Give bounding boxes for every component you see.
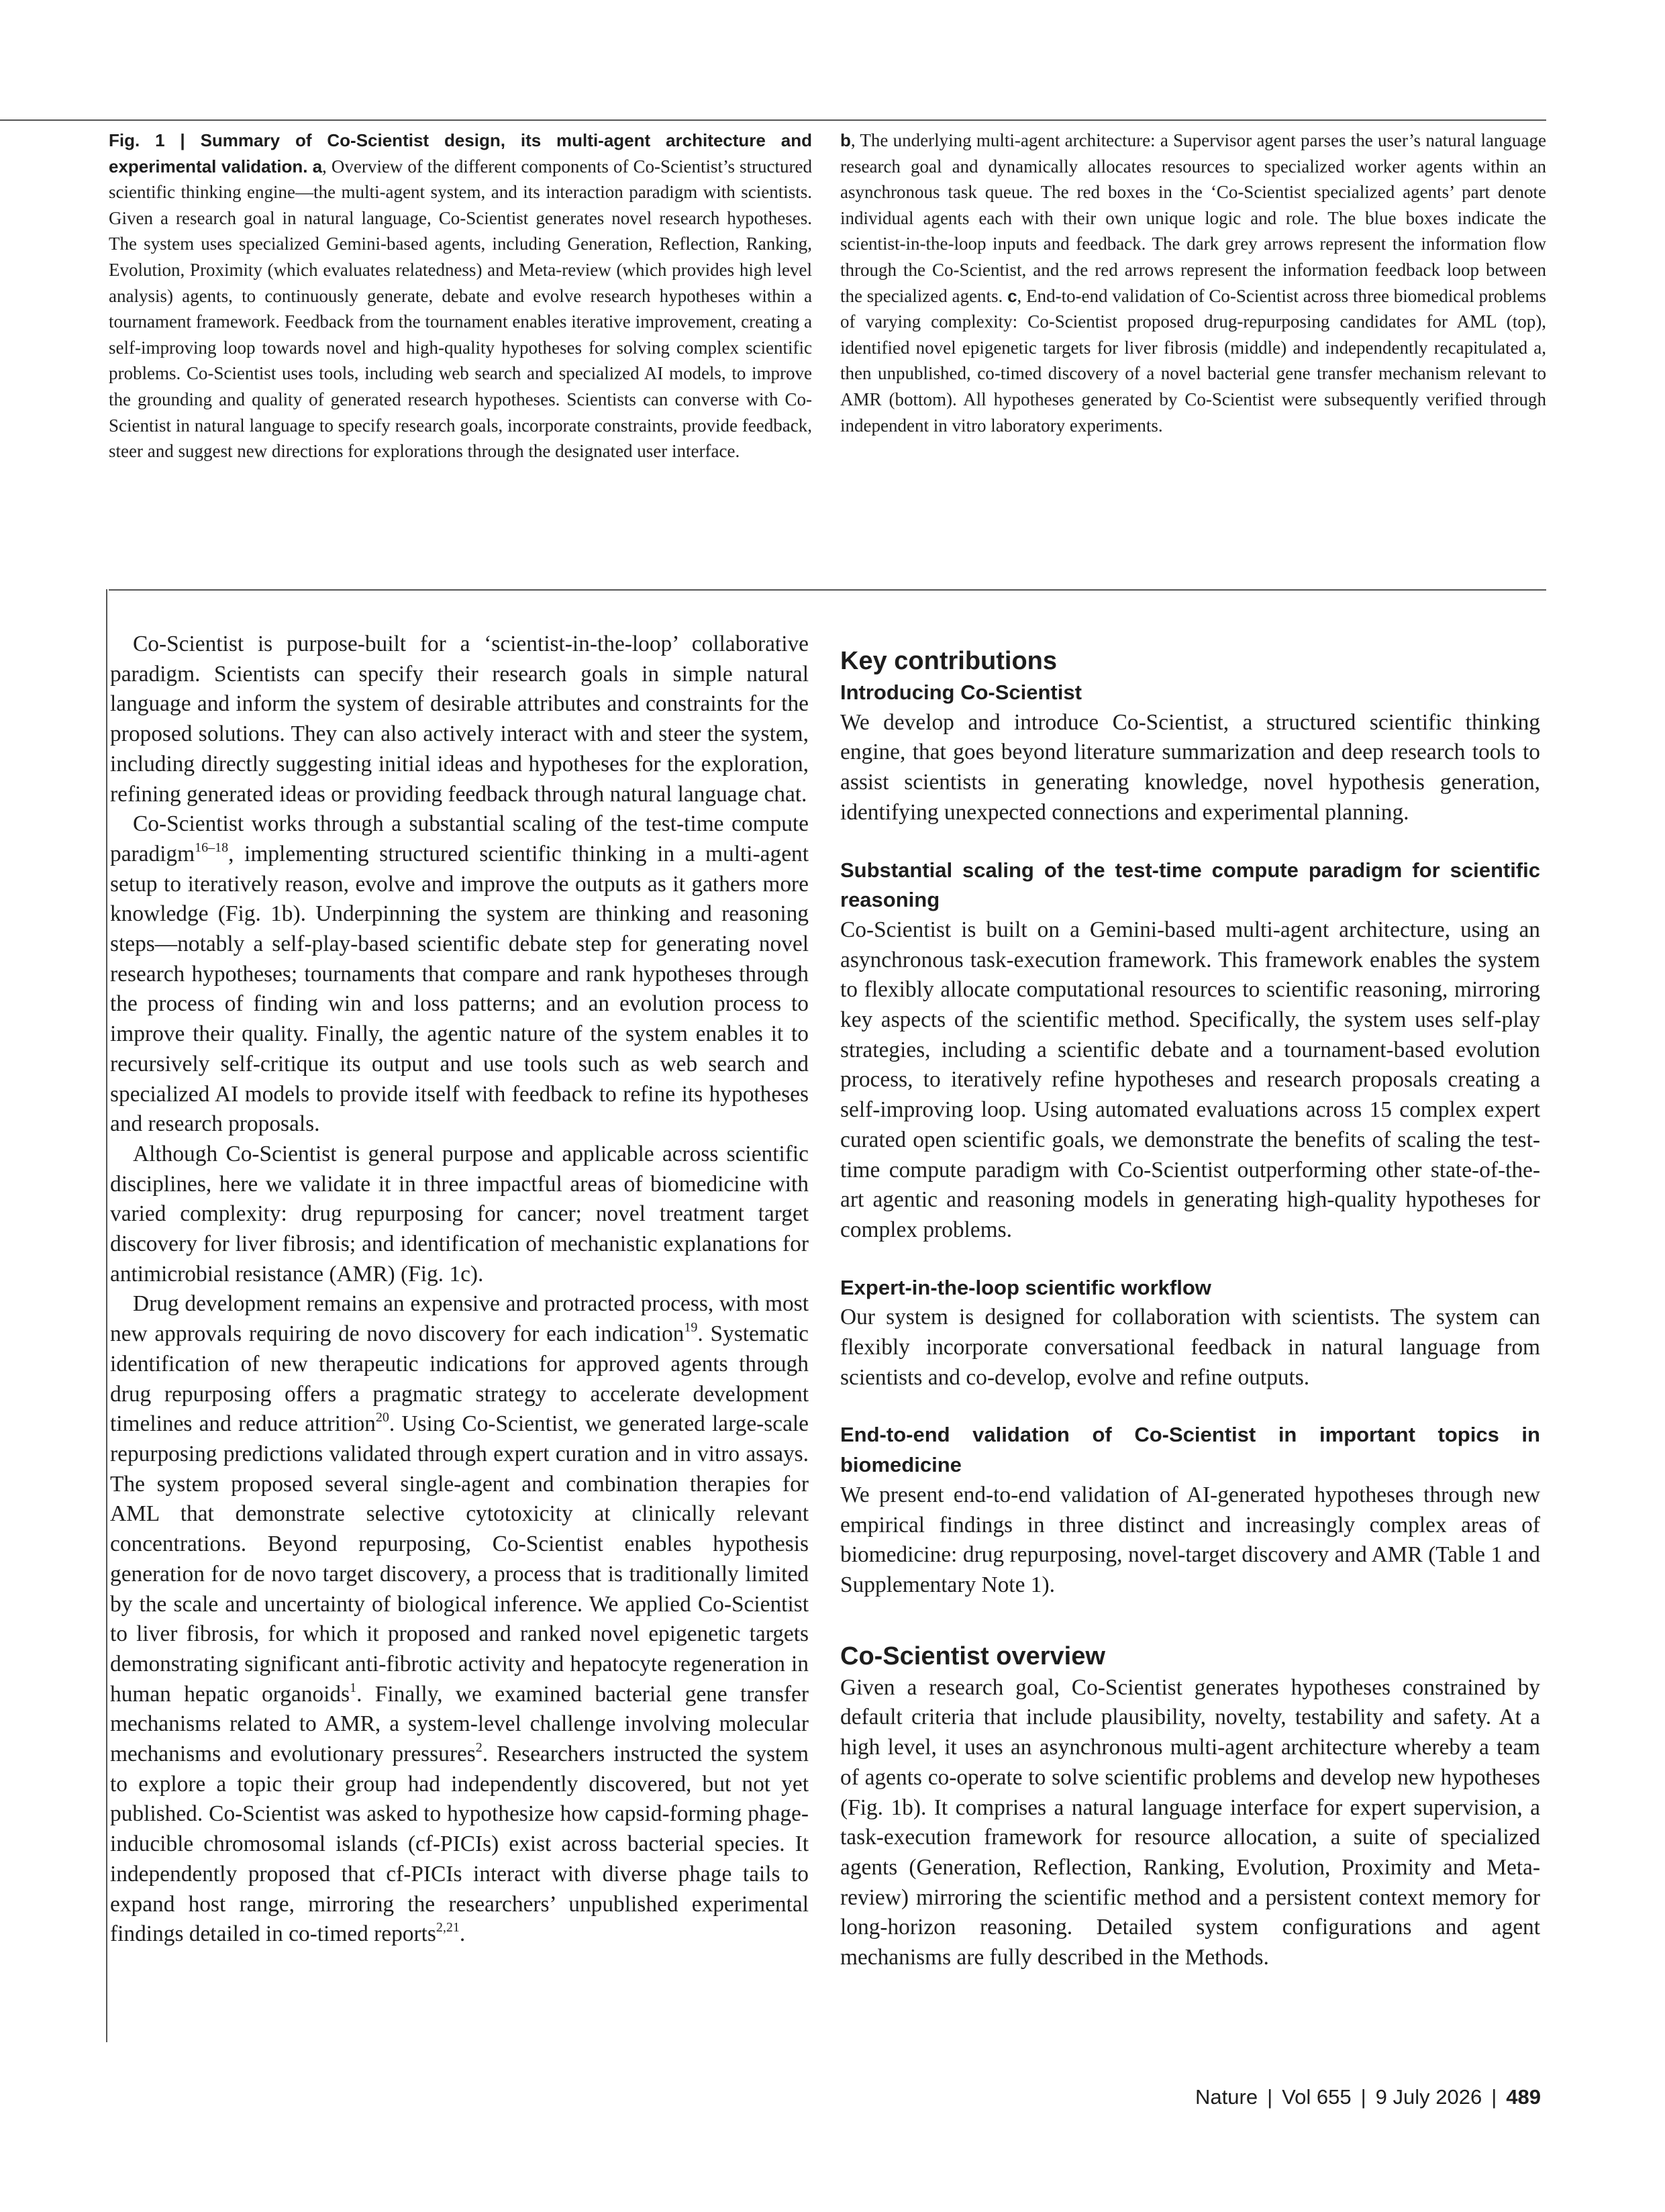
contribution-4-text: We present end-to-end validation of AI-generated hypotheses through new empirical findings in three distinct and increasingly complex areas of biomedicine: drug repurposing, novel-target discovery and AMR (Table 1 and Supplementary Note 1). bbox=[840, 1482, 1540, 1597]
panel-c-label: c bbox=[1007, 285, 1017, 306]
contribution-3-text: Our system is designed for collaboration with scientists. The system can flexibly incorporate conversational feedback in natural language from scientists and co-develop, evolve and refine outputs. bbox=[840, 1305, 1540, 1390]
volume: Vol 655 bbox=[1282, 2085, 1352, 2109]
spacer bbox=[840, 1393, 1540, 1420]
subheading-introducing: Introducing Co-Scientist bbox=[840, 681, 1082, 704]
paragraph-3 bbox=[110, 1140, 809, 1290]
subheading-expert-loop: Expert-in-the-loop scientific workflow bbox=[840, 1275, 1211, 1299]
spacer bbox=[840, 828, 1540, 856]
panel-b-label: b bbox=[840, 130, 851, 150]
contribution-2-text: Co-Scientist is built on a Gemini-based multi-agent architecture, using an asynchronous task-execution framework. This framework enables the system to flexibly allocate computational resources to scientific reasoning, mirroring key aspects of the scientific method. Specifically, the system uses self-play strategies, including a scientific debate and a tournament-based evolution process, to iteratively refine hypotheses and research proposals creating a self-improving loop. Using automated evaluations across 15 complex expert curated open scientific goals, we demonstrate the benefits of scaling the test-time compute paradigm with Co-Scientist outperforming other state-of-the-art agentic and reasoning models in generating high-quality hypotheses for complex problems. bbox=[840, 917, 1540, 1242]
right-column bbox=[840, 646, 1540, 1973]
spacer bbox=[840, 1601, 1540, 1641]
paragraph-4 bbox=[110, 1289, 809, 1949]
panel-a-label: a bbox=[312, 156, 323, 177]
overview-heading: Co-Scientist overview bbox=[840, 1642, 1105, 1670]
page-number: 489 bbox=[1506, 2085, 1541, 2109]
caption-text-c: , End-to-end validation of Co-Scientist across three biomedical problems of varying complexity: Co-Scientist proposed drug-repurposing candidates for AML (top), identified novel epigenetic targets for liver fibrosis (middle) and independently recapitulated a, then unpublished, co-timed discovery of a novel bacterial gene transfer mechanism relevant to AMR (bottom). All hypotheses generated by Co-Scientist were subsequently verified through independent in vitro laboratory experiments. bbox=[840, 285, 1546, 436]
paragraph-4-text-b: . Systematic identification of new therapeutic indications for approved agents through drug repurposing offers a pragmatic strategy to accelerate development timelines and reduce attrition bbox=[110, 1321, 809, 1437]
paragraph-4-text-c: . Using Co-Scientist, we generated large-scale repurposing predictions validated through expert curation and in vitro assays. The system proposed several single-agent and combination therapies for AML that demonstrate selective cytotoxicity at clinically relevant concentrations. Beyond repurposing, Co-Scientist enables hypothesis generation for de novo target discovery, a process that is traditionally limited by the scale and uncertainty of biological inference. We applied Co-Scientist to liver fibrosis, for which it proposed and ranked novel epigenetic targets demonstrating significant anti-fibrotic activity and hepatocyte regeneration in human hepatic organoids bbox=[110, 1411, 809, 1707]
spacer bbox=[840, 1246, 1540, 1273]
top-rule bbox=[0, 119, 1546, 121]
overview-text: Given a research goal, Co-Scientist generates hypotheses constrained by default criteria that include plausibility, novelty, testability and safety. At a high level, it uses an asynchronous multi-agent architecture whereby a team of agents co-operate to solve scientific problems and develop new hypotheses (Fig. 1b). It comprises a natural language interface for expert supervision, a task-execution framework for resource allocation, a suite of specialized agents (Generation, Reflection, Ranking, Evolution, Proximity and Meta-review) mirroring the scientific method and a persistent context memory for long-horizon reasoning. Detailed system configurations and agent mechanisms are fully described in the Methods. bbox=[840, 1674, 1540, 1970]
subheading-validation: End-to-end validation of Co-Scientist in important topics in biomedicine bbox=[840, 1423, 1540, 1477]
paragraph-2-text-b: , implementing structured scientific thinking in a multi-agent setup to iteratively reason, evolve and improve the outputs as it gathers more knowledge (Fig. 1b). Underpinning the system are thinking and reasoning steps—notably a self-play-based scientific debate step for generating novel research hypotheses; tournaments that compare and rank hypotheses through the process of finding win and loss patterns; and an evolution process to improve their quality. Finally, the agentic nature of the system enables it to recursively self-critique its output and use tools such as web search and specialized AI models to provide itself with feedback to refine its hypotheses and research proposals. bbox=[110, 841, 809, 1137]
caption-text-b: , The underlying multi-agent architecture: a Supervisor agent parses the user’s natural language research goal and dynamically allocates resources to specialized worker agents within an asynchronous task queue. The red boxes in the ‘Co-Scientist specialized agents’ part denote individual agents each with their own unique logic and role. The blue boxes indicate the scientist-in-the-loop inputs and feedback. The dark grey arrows represent the information flow through the Co-Scientist, and the red arrows represent the information feedback loop between the specialized agents. bbox=[840, 130, 1546, 306]
paragraph-2 bbox=[110, 809, 809, 1140]
paragraph-4-text-e: . Researchers instructed the system to explore a topic their group had independently discovered, but not yet published. Co-Scientist was asked to hypothesize how capsid-forming phage-inducible chromosomal islands (cf-PICIs) exist across bacterial species. It independently proposed that cf-PICIs interact with diverse phage tails to expand host range, mirroring the researchers’ unpublished experimental findings detailed in co-timed reports bbox=[110, 1742, 809, 1947]
footer-separator: | bbox=[1360, 2085, 1366, 2109]
citation-ref[interactable]: 2,21 bbox=[436, 1920, 460, 1936]
footer-separator: | bbox=[1267, 2085, 1273, 2109]
figure-label: Fig. 1 | Summary of Co-Scientist design, its multi-agent architecture and experimental validation. bbox=[109, 130, 812, 177]
contribution-1-text: We develop and introduce Co-Scientist, a structured scientific thinking engine, that goes beyond literature summarization and deep research tools to assist scientists in generating knowledge, novel hypothesis generation, identifying unexpected connections and experimental planning. bbox=[840, 709, 1540, 825]
paragraph-1 bbox=[110, 630, 809, 809]
paragraph-4-text-f: . bbox=[459, 1921, 466, 1947]
caption-bottom-rule bbox=[109, 589, 1546, 591]
paragraph-4-text-a: Drug development remains an expensive and protracted process, with most new approvals requiring de novo discovery for each indication bbox=[110, 1291, 809, 1347]
paragraph-2-text-a: Co-Scientist works through a substantial scaling of the test-time compute paradigm bbox=[110, 811, 809, 866]
page-footer bbox=[1195, 2085, 1541, 2109]
citation-ref[interactable]: 1 bbox=[350, 1680, 357, 1695]
figure-caption-right bbox=[840, 128, 1546, 438]
citation-ref[interactable]: 19 bbox=[684, 1320, 698, 1336]
key-contributions-heading: Key contributions bbox=[840, 647, 1058, 675]
left-margin-rule bbox=[106, 589, 107, 2042]
issue-date: 9 July 2026 bbox=[1375, 2085, 1482, 2109]
left-column bbox=[110, 630, 809, 1950]
paragraph-3-text: Although Co-Scientist is general purpose and applicable across scientific disciplines, here we validate it in three impactful areas of biomedicine with varied complexity: drug repurposing for cancer; novel treatment target discovery for liver fibrosis; and identification of mechanistic explanations for antimicrobial resistance (AMR) (Fig. 1c). bbox=[110, 1141, 809, 1287]
citation-ref[interactable]: 20 bbox=[375, 1410, 389, 1425]
footer-separator: | bbox=[1491, 2085, 1497, 2109]
citation-ref[interactable]: 16–18 bbox=[195, 840, 229, 855]
paragraph-1-text: Co-Scientist is purpose-built for a ‘scientist-in-the-loop’ collaborative paradigm. Scientists can specify their research goals in simple natural language and inform the system of desirable attributes and constraints for the proposed solutions. They can also actively interact with and steer the system, including directly suggesting initial ideas and hypotheses for the exploration, refining generated ideas or providing feedback through natural language chat. bbox=[110, 632, 809, 807]
subheading-scaling: Substantial scaling of the test-time compute paradigm for scientific reasoning bbox=[840, 858, 1540, 912]
paragraph-4-text-d: . Finally, we examined bacterial gene transfer mechanisms related to AMR, a system-level challenge involving molecular mechanisms and evolutionary pressures bbox=[110, 1681, 809, 1767]
figure-caption-left bbox=[109, 128, 812, 464]
citation-ref[interactable]: 2 bbox=[475, 1740, 483, 1756]
journal-name: Nature bbox=[1195, 2085, 1258, 2109]
caption-text-a: , Overview of the different components of Co-Scientist’s structured scientific thinking engine—the multi-agent system, and its interaction paradigm with scientists. Given a research goal in natural language, Co-Scientist generates novel research hypotheses. The system uses specialized Gemini-based agents, including Generation, Reflection, Ranking, Evolution, Proximity (which evaluates relatedness) and Meta-review (which provides high level analysis) agents, to continuously generate, debate and evolve research hypotheses within a tournament framework. Feedback from the tournament enables iterative improvement, creating a self-improving loop towards novel and high-quality hypotheses for solving complex scientific problems. Co-Scientist uses tools, including web search and specialized AI models, to improve the grounding and quality of generated research hypotheses. Scientists can converse with Co-Scientist in natural language to specify research goals, incorporate constraints, provide feedback, steer and suggest new directions for explorations through the designated user interface. bbox=[109, 156, 813, 462]
